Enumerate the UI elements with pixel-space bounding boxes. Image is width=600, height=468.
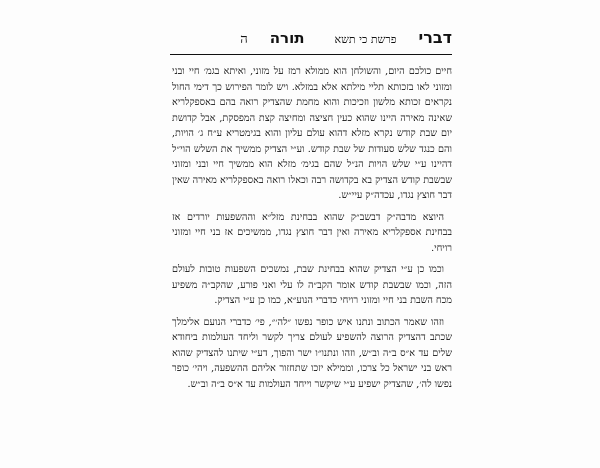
paragraph: וכמו כן ע״י הצדיק שהוא בבחינת שבת, נמשכים השפעות טובות לעולם הזה, וכמו שבשבת קודש אומר הקב״ה לו עלי ואני פורע, שהקב״ה משפיע מכח השבת בני חיי ומזוני רויחי כדברי הנוע״א, כמו כן ע״י הצדיק. — [172, 264, 452, 306]
header-torah: תורה — [269, 29, 305, 47]
header-title: דברי — [418, 28, 452, 47]
paragraph: היוצא מדבה״ק דבשב״ק שהוא בבחינת מזל״א וההשפעות יורדים אז בבחינת אספקלריא מאירה ואין דבר חוצץ נגדו, ממשיכים אז בני חיי ומזוני רויחי. — [172, 211, 452, 254]
paragraph: וזהו שאמר הכתוב ונתנו איש כופר נפשו ״לה׳״, פי׳ כדברי הנועם אלימלך שכתב דהצדיק הרוצה להשפיע לעולם צריך לקשר וליחד העולמות ביחודא שלים עד א״ס ב״ה וב״ש, וזהו ונתנו״ו ישר והפוך, דע״י שיתנו להצדיק שהוא ראש בני ישראל כל צרכו, וממילא יזכו שתחזור אליהם ההשפעה, ויהי׳ כופר נפשו לה׳, שהצדיק ישפיע ע״י שיקשר וייחד העולמות עד א״ס ב״ה וב״ש. — [172, 316, 452, 390]
body-text — [172, 64, 452, 398]
page-number: ה — [240, 32, 248, 47]
paragraph: חיים כולכם היום, והשולחן הוא ממולא רמז על מזוני, ואיתא בגמ׳ חיי ובני ומזוני לאו בזכותא תליי מילתא אלא במזלא. ויש לומר הפירוש כך דימי החול נקראים זכותא מלשון וזכיכות והוא מחמת שהצדיק רואה בהם באספקלריא שאינה מאירה היינו שהוא כעין חציצה ומחיצה קצת המפסקת, אבל קדושת יום שבת קודש נקרא מזלא דהוא עולם עליון והוא בגימטריא ע״ח ג׳ הויות, והם כנגד שלש סעודות של שבת קודש. וע״י הצדיק ממשיך את השלש הוי״ל דהיינו ע״י שלש הויות הנ״ל שהם בגימ׳ מזלא הוא ממשיך חיי ובני ומזוני שבשבת קודש הצדיק בא בקדושה רבה וכאלו רואה באספקלריא מאירה שאין דבר חוצץ נגדו, עכדה״ק עיי״ש. — [172, 66, 452, 201]
page-header — [170, 28, 452, 55]
header-parsha: פרשת כי תשא — [334, 33, 397, 46]
